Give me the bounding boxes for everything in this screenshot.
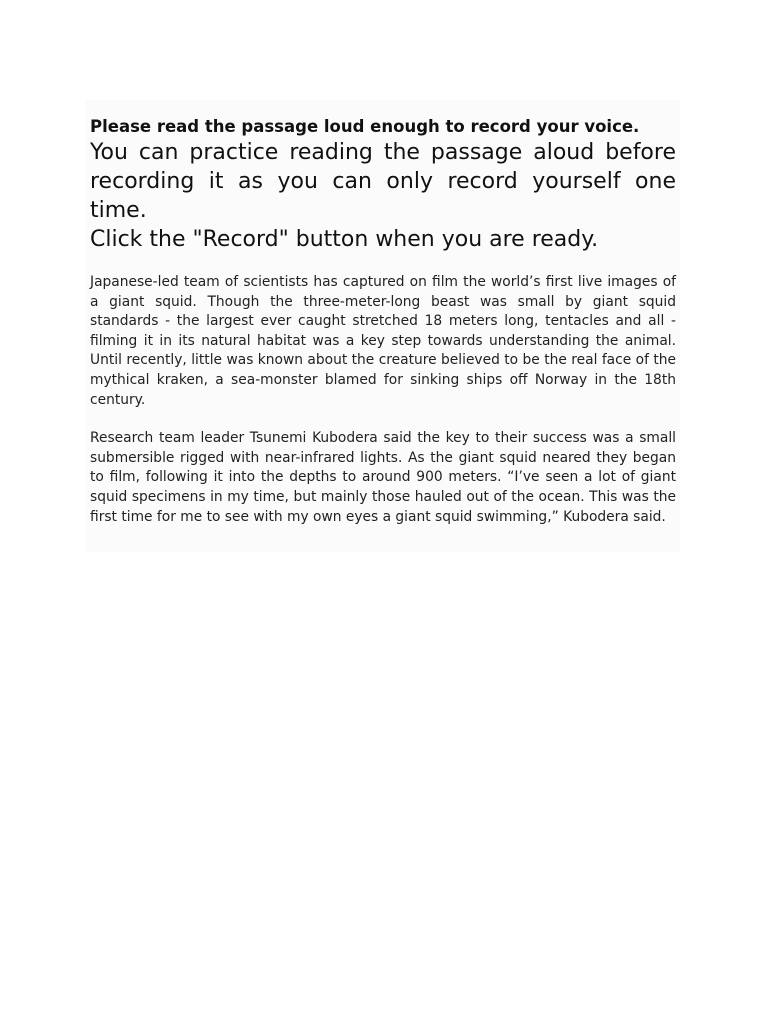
practice-note: You can practice reading the passage aloud before recording it as you can only record yourself one time. [90,140,676,223]
record-prompt: Click the "Record" button when you are ready. [90,227,599,252]
reading-passage-panel [86,100,680,552]
passage-paragraph-1: Japanese-led team of scientists has captured on film the world’s first live images of a giant squid. Though the three-meter-long beast was small by giant squid standards - the largest ever caught stretched 18 meters long, tentacles and all - filming it in its natural habitat was a key step towards understanding the animal. Until recently, little was known about the creature believed to be the real face of the mythical kraken, a sea-monster blamed for sinking ships off Norway in the 18th century. [90,274,676,408]
instruction-body [90,138,676,254]
passage-paragraph-2: Research team leader Tsunemi Kubodera said the key to their success was a small submersible rigged with near-infrared lights. As the giant squid neared they began to film, following it into the depths to around 900 meters. “I’ve seen a lot of giant squid specimens in my time, but mainly those hauled out of the ocean. This was the first time for me to see with my own eyes a giant squid swimming,” Kubodera said. [90,430,676,525]
instruction-heading: Please read the passage loud enough to record your voice. [90,117,640,136]
